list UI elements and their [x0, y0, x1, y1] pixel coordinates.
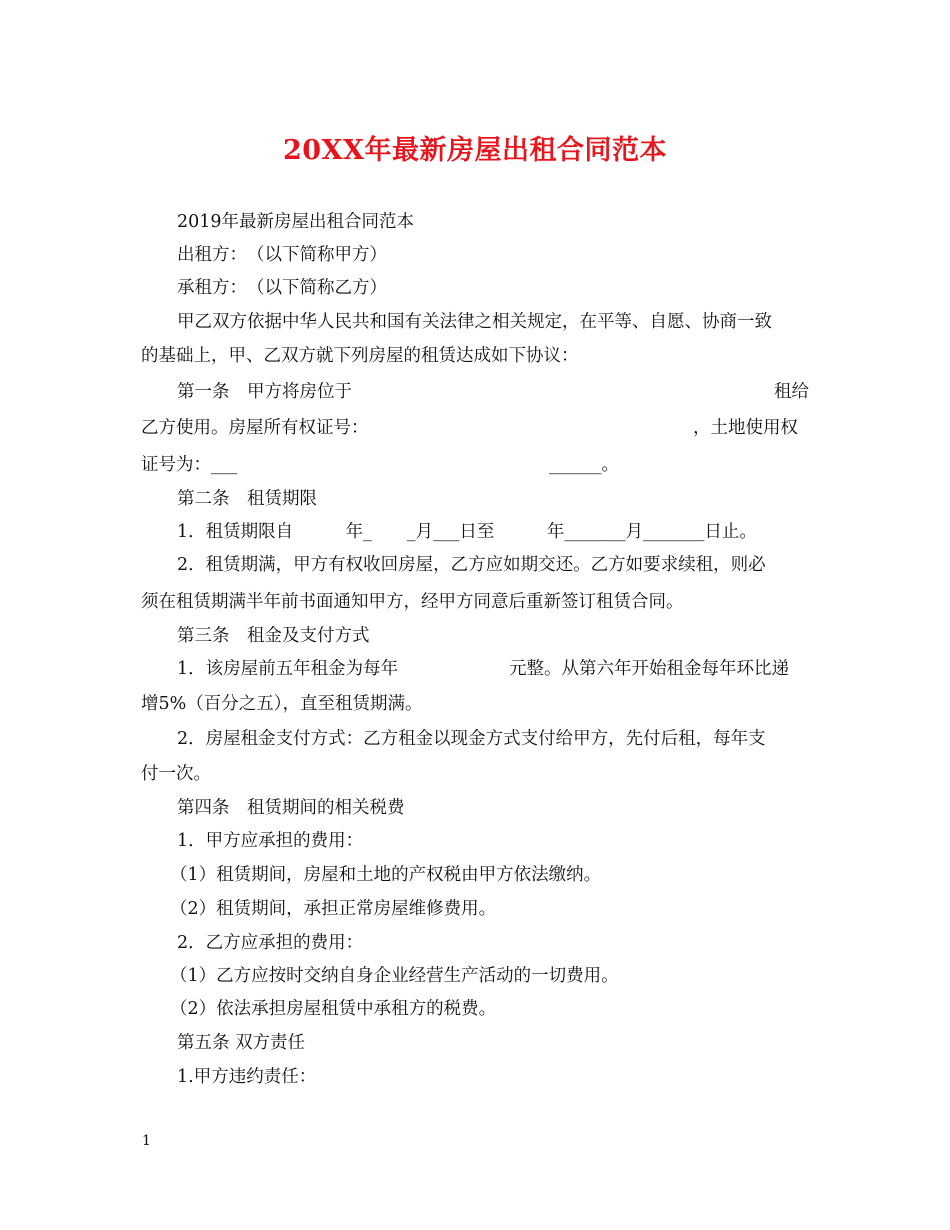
article1-line-2-end: ，土地使用权: [693, 418, 798, 438]
intro-line-2: 的基础上，甲、乙双方就下列房屋的租赁达成如下协议：: [141, 346, 579, 366]
page-number: 1: [142, 1133, 151, 1149]
article2-item-2-line-2: 须在租赁期满半年前书面通知甲方，经甲方同意后重新签订租赁合同。: [141, 592, 684, 612]
article2-title: 第二条 租赁期限: [177, 489, 317, 509]
article1-line-2: 乙方使用。房屋所有权证号：: [141, 418, 369, 438]
lessor-line: 出租方： （以下简称甲方）: [177, 245, 387, 265]
article1-line-3: 证号为：___: [141, 455, 238, 475]
article1-line-3-end: ______。: [549, 455, 619, 475]
article4-item-1-sub-2: （2）租赁期间，承担正常房屋维修费用。: [170, 899, 497, 919]
lessee-line: 承租方： （以下简称乙方）: [177, 278, 387, 298]
article3-item-1-line-1-end: 元整。从第六年开始租金每年环比递: [509, 659, 789, 679]
article4-item-2: 2．乙方应承担的费用：: [177, 933, 364, 953]
document-title: 20XX年最新房屋出租合同范本: [283, 135, 667, 166]
article2-item-1: 1．租赁期限自 年_ _月___日至 年_______月_______日止。: [177, 522, 757, 542]
article4-item-2-sub-1: （1）乙方应按时交纳自身企业经营生产活动的一切费用。: [170, 966, 619, 986]
article3-item-1-line-1: 1．该房屋前五年租金为每年: [177, 659, 399, 679]
article4-item-1: 1．甲方应承担的费用：: [177, 831, 364, 851]
article2-item-2-line-1: 2．租赁期满，甲方有权收回房屋，乙方应如期交还。乙方如要求续租，则必: [177, 555, 766, 575]
article1-line-1-end: 租给: [774, 382, 809, 402]
article3-item-2-line-2: 付一次。: [141, 764, 211, 784]
article4-title: 第四条 租赁期间的相关税费: [177, 798, 405, 818]
article5-title: 第五条 双方责任: [177, 1033, 306, 1053]
article5-item-1: 1.甲方违约责任：: [177, 1067, 317, 1087]
article4-item-1-sub-1: （1）租赁期间，房屋和土地的产权税由甲方依法缴纳。: [170, 865, 602, 885]
article3-item-1-line-2: 增5%（百分之五），直至租赁期满。: [141, 694, 423, 714]
article4-item-2-sub-2: （2）依法承担房屋租赁中承租方的税费。: [170, 999, 497, 1019]
intro-line-1: 甲乙双方依据中华人民共和国有关法律之相关规定，在平等、自愿、协商一致: [177, 312, 772, 332]
subtitle-line: 2019年最新房屋出租合同范本: [177, 212, 415, 232]
article1-line-1: 第一条 甲方将房位于: [177, 382, 352, 402]
article3-title: 第三条 租金及支付方式: [177, 626, 370, 646]
article3-item-2-line-1: 2．房屋租金支付方式：乙方租金以现金方式支付给甲方，先付后租，每年支: [177, 729, 766, 749]
